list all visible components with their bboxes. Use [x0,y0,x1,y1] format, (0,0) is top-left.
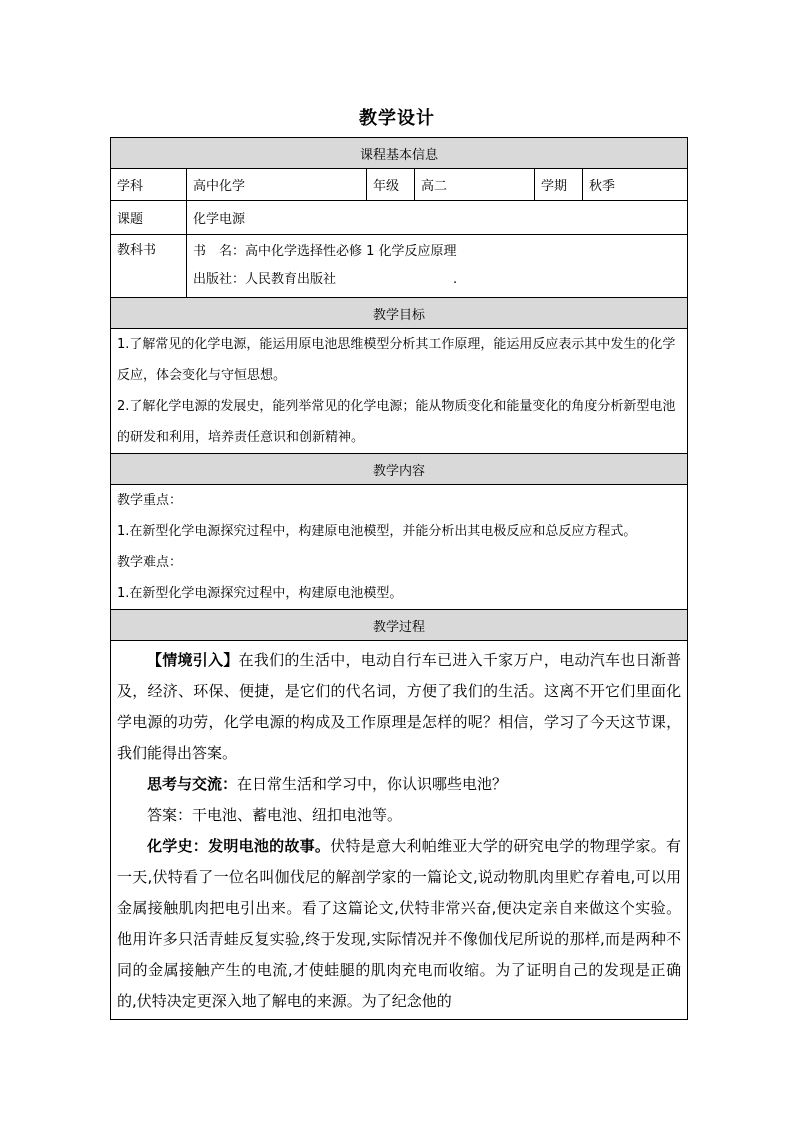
subject-value: 高中化学 [187,169,367,201]
history-text: 伏特是意大利帕维亚大学的研究电学的物理学家。有一天,伏特看了一位名叫伽伐尼的解剖学家的一篇论文,说动物肌肉里贮存着电,可以用金属接触肌肉把电引出来。看了这篇论文,伏特非常兴奋,便决定亲自来做这个实验。他用许多只活青蛙反复实验,终于发现,实际情况并不像伽伐尼所说的那样,而是两种不同的金属接触产生的电流,才使蛙腿的肌肉充电而收缩。为了证明自己的发现是正确的,伏特决定更深入地了解电的来源。为了纪念他的 [117,837,682,1010]
process-row [111,641,688,1020]
content-row [111,485,688,610]
history-label: 化学史：发明电池的故事。 [147,837,331,855]
term-label: 学期 [535,169,583,201]
textbook-label: 教科书 [111,235,187,298]
intro-text: 在我们的生活中，电动自行车已进入千家万户，电动汽车也日渐普及，经济、环保、便捷，是它们的代名词，方便了我们的生活。这离不开它们里面化学电源的功劳，化学电源的构成及工作原理是怎样的呢？相信，学习了今天这节课，我们能得出答案。 [117,651,682,762]
objective-item-2: 2.了解化学电源的发展史，能列举常见的化学电源；能从物质变化和能量变化的角度分析新型电池的研发和利用，培养责任意识和创新精神。 [117,399,676,445]
basic-info-header-row [111,138,688,169]
publisher: 出版社：人民教育出版社 . [193,272,458,287]
textbook-details [187,235,688,298]
objective-item-1: 1.了解常见的化学电源，能运用原电池思维模型分析其工作原理，能运用反应表示其中发生的化学反应，体会变化与守恒思想。 [117,337,676,383]
topic-row [111,201,688,235]
difficulty-item: 1.在新型化学电源探究过程中，构建原电池模型。 [117,586,403,601]
think-label: 思考与交流： [147,775,238,793]
content-header-row [111,454,688,485]
grade-label: 年级 [367,169,415,201]
objectives-row [111,329,688,454]
intro-paragraph [117,645,681,769]
lesson-plan-table [110,137,688,1020]
key-points-label: 教学重点： [117,493,183,508]
content-body [111,485,688,610]
grade-value: 高二 [415,169,535,201]
subject-grade-term-row [111,169,688,201]
subject-label: 学科 [111,169,187,201]
objectives-header: 教学目标 [111,298,688,329]
term-value: 秋季 [583,169,688,201]
think-text: 在日常生活和学习中，你认识哪些电池？ [237,775,508,793]
answer-paragraph: 答案：干电池、蓄电池、纽扣电池等。 [147,806,403,824]
intro-label: 【情境引入】 [147,651,239,669]
objectives-header-row [111,298,688,329]
process-header-row [111,610,688,641]
textbook-row [111,235,688,298]
key-point-item: 1.在新型化学电源探究过程中，构建原电池模型，并能分析出其电极反应和总反应方程式。 [117,524,637,539]
difficulty-label: 教学难点： [117,555,183,570]
content-header: 教学内容 [111,454,688,485]
think-paragraph [117,769,681,800]
topic-value: 化学电源 [187,201,688,235]
process-header: 教学过程 [111,610,688,641]
history-paragraph [117,831,681,1017]
objectives-body [111,329,688,454]
book-name: 书 名：高中化学选择性必修 1 化学反应原理 [193,244,457,259]
basic-info-header: 课程基本信息 [111,138,688,169]
process-body [111,641,688,1020]
topic-label: 课题 [111,201,187,235]
document-title: 教学设计 [359,108,435,129]
